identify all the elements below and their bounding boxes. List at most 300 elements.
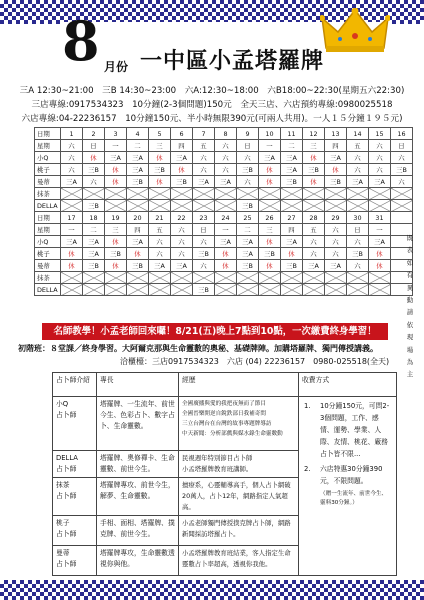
side-note-char: 異: [406, 283, 414, 292]
reader-specialty-cell: 塔羅牌專攻，生命靈數透視你與他。: [97, 546, 179, 576]
readers-header-row: [53, 373, 397, 397]
readers-header-cell: 經歷: [179, 373, 299, 397]
shift-cell-empty: [215, 284, 237, 296]
shift-cell: 六: [193, 260, 215, 272]
shift-cell: 三B: [259, 248, 281, 260]
shift-cell: 三B: [171, 176, 193, 188]
schedule-reader-row: [35, 176, 413, 188]
shift-cell: 休: [259, 260, 281, 272]
shift-cell: 六: [193, 236, 215, 248]
shift-cell: 六: [193, 164, 215, 176]
shift-cell-empty: [259, 272, 281, 284]
shift-cell: 休: [105, 260, 127, 272]
shift-cell: 休: [369, 248, 391, 260]
contact-info: 洽櫃檯：三店0917534323 六店 (04) 22236157 0980-025518(全天): [120, 357, 390, 366]
shift-cell: 休: [61, 260, 83, 272]
reader-experience-cell: 民視週年特別節目占卜師 小孟塔羅牌教育班講師。: [179, 451, 299, 478]
date-cell: 20: [127, 212, 149, 224]
shift-cell-empty: [171, 188, 193, 200]
shift-cell-empty: [193, 272, 215, 284]
weekday-cell: 三: [105, 224, 127, 236]
shift-cell: 休: [369, 260, 391, 272]
shift-cell-empty: [259, 188, 281, 200]
weekday-cell: 二: [281, 140, 303, 152]
fee-item-text: 六店特惠30分鐘390元，不限問題。: [320, 465, 383, 485]
weekday-cell: 三: [149, 140, 171, 152]
shift-cell: 三B: [105, 248, 127, 260]
reader-name: 曼蒂: [35, 176, 61, 188]
schedule-date-row: [35, 128, 413, 140]
shift-cell: 六: [171, 236, 193, 248]
schedule-reader-row: [35, 152, 413, 164]
weekday-cell: 日: [237, 140, 259, 152]
shift-cell: 休: [61, 248, 83, 260]
date-cell: 18: [83, 212, 105, 224]
date-cell: 31: [369, 212, 391, 224]
shift-cell-empty: [347, 188, 369, 200]
side-note-char: 有: [406, 271, 414, 280]
weekday-cell: 六: [61, 140, 83, 152]
shift-cell: 六: [149, 248, 171, 260]
shift-cell: 六: [215, 152, 237, 164]
weekday-cell: 六: [171, 224, 193, 236]
shift-cell-empty: [215, 200, 237, 212]
readers-header-cell: 收費方式: [299, 373, 397, 397]
side-note-char: 主: [406, 370, 414, 379]
shift-cell-empty: [149, 200, 171, 212]
shift-cell-empty: [127, 200, 149, 212]
date-cell: 3: [105, 128, 127, 140]
date-cell: 11: [281, 128, 303, 140]
shift-cell: 休: [215, 260, 237, 272]
shift-cell-empty: [369, 284, 391, 296]
weekday-cell: 四: [127, 224, 149, 236]
weekday-cell: 五: [303, 224, 325, 236]
schedule-weekday-row: [35, 224, 413, 236]
shift-cell: 三A: [281, 152, 303, 164]
shift-cell-empty: [105, 272, 127, 284]
reader-experience-cell: 小孟老師獨門傳授撲克牌占卜師，網路新聞採訪塔羅占卜。: [179, 516, 299, 546]
side-note-char: 為: [406, 358, 414, 367]
fee-item-number: 1.: [304, 402, 311, 410]
date-cell: 21: [149, 212, 171, 224]
shift-cell: 休: [303, 176, 325, 188]
shift-cell: 三A: [83, 248, 105, 260]
shift-cell: 三A: [347, 176, 369, 188]
reader-specialty-cell: 手相、面相、塔羅牌、撲克牌、前世今生。: [97, 516, 179, 546]
shift-cell: 三B: [237, 260, 259, 272]
weekday-cell: 四: [281, 224, 303, 236]
shift-cell: 三A: [171, 152, 193, 164]
shift-cell-empty: [347, 200, 369, 212]
shift-cell: 三B: [303, 164, 325, 176]
shift-cell-empty: [281, 188, 303, 200]
reader-name: 抹茶: [35, 188, 61, 200]
shift-cell: 三A: [369, 236, 391, 248]
reader-experience-cell: 擅療系，心靈輔導高手，個人占卜網破20萬人，占卜12年，網路指定人氣超高。: [179, 478, 299, 516]
reader-specialty-cell: 塔羅牌專攻、前世今生，解夢、生命靈數。: [97, 478, 179, 516]
shift-cell-empty: [325, 272, 347, 284]
shift-cell: 六: [303, 248, 325, 260]
shift-cell: 三B: [347, 248, 369, 260]
shift-cell-empty: [391, 188, 413, 200]
weekday-cell: 一: [215, 224, 237, 236]
shift-cell: 三B: [83, 164, 105, 176]
date-cell: 23: [193, 212, 215, 224]
readers-table: [52, 372, 397, 576]
weekday-cell: 六: [325, 224, 347, 236]
shift-cell: 休: [259, 236, 281, 248]
shift-cell-empty: [61, 272, 83, 284]
date-cell: 8: [215, 128, 237, 140]
shift-cell-empty: [237, 284, 259, 296]
booking-info: 三店專線:0917534323 10分鐘(2-3個問題)150元 全天三店、六店預約專線:0980025518: [31, 100, 393, 110]
shift-cell: 六: [303, 236, 325, 248]
shift-cell-empty: [105, 284, 127, 296]
reader-name: DELLA: [35, 284, 61, 296]
schedule-date-row: [35, 212, 413, 224]
shift-cell: 三A: [215, 176, 237, 188]
fee-item: [304, 400, 391, 460]
reader-name-cell: 曼蒂 占卜師: [53, 546, 97, 576]
date-cell: 13: [325, 128, 347, 140]
shift-cell-empty: [127, 284, 149, 296]
date-cell: 22: [171, 212, 193, 224]
shift-cell: 六: [149, 236, 171, 248]
shift-cell: 六: [83, 176, 105, 188]
shift-cell: 六: [347, 236, 369, 248]
shift-cell: 六: [391, 152, 413, 164]
shift-cell: 休: [105, 176, 127, 188]
side-note-char: 動: [406, 296, 414, 305]
shift-cell-empty: [369, 188, 391, 200]
shift-cell: 三A: [83, 236, 105, 248]
weekday-cell: 一: [369, 224, 391, 236]
readers-header-cell: 專長: [97, 373, 179, 397]
shift-cell: 三A: [61, 176, 83, 188]
shift-cell-empty: [215, 188, 237, 200]
shift-cell: 三A: [193, 176, 215, 188]
shift-cell-empty: [83, 188, 105, 200]
schedule-weekday-row: [35, 140, 413, 152]
shift-cell: 六: [171, 248, 193, 260]
schedule-reader-row: [35, 272, 413, 284]
shift-cell-empty: [369, 272, 391, 284]
side-note-char: 既: [406, 234, 414, 242]
shift-cell: 三A: [237, 236, 259, 248]
shift-cell-empty: [193, 188, 215, 200]
schedule-table: [34, 127, 413, 296]
shift-cell-empty: [171, 272, 193, 284]
schedule-reader-row: [35, 248, 413, 260]
shift-cell: 休: [303, 152, 325, 164]
reader-name: 桃子: [35, 248, 61, 260]
weekday-cell: 五: [193, 140, 215, 152]
shift-cell-empty: [391, 200, 413, 212]
shift-cell: 三B: [149, 164, 171, 176]
reader-name: DELLA: [35, 200, 61, 212]
shift-cell: 三B: [127, 260, 149, 272]
shift-cell-empty: [347, 284, 369, 296]
date-cell: 25: [237, 212, 259, 224]
shift-cell: 六: [325, 248, 347, 260]
date-cell: 10: [259, 128, 281, 140]
shift-cell-empty: [281, 200, 303, 212]
fee-item: [304, 463, 391, 487]
reader-name-cell: 抹茶 占卜師: [53, 478, 97, 516]
shift-cell: 六: [347, 164, 369, 176]
fee-list: [304, 400, 391, 487]
shift-cell: 六: [61, 164, 83, 176]
reader-specialty-cell: 塔羅牌、奧修禪卡、生命靈數、前世今生。: [97, 451, 179, 478]
weekday-cell: 日: [391, 140, 413, 152]
shift-cell: 三A: [325, 152, 347, 164]
reader-name: 小Q: [35, 152, 61, 164]
shift-cell: 三A: [281, 164, 303, 176]
shift-cell: 三A: [127, 236, 149, 248]
weekday-cell: 五: [149, 224, 171, 236]
side-note-char: 請: [406, 308, 414, 317]
month-suffix: 月份: [104, 60, 129, 74]
shift-cell-empty: [61, 200, 83, 212]
shift-cell: 三A: [325, 260, 347, 272]
reader-name-cell: 桃子 占卜師: [53, 516, 97, 546]
weekday-cell: 日: [193, 224, 215, 236]
side-note-char: 場: [406, 345, 414, 354]
shift-cell: 六: [215, 164, 237, 176]
shift-cell: 三B: [281, 176, 303, 188]
date-cell: 26: [259, 212, 281, 224]
date-cell: 6: [171, 128, 193, 140]
date-cell: 15: [369, 128, 391, 140]
date-label: 日期: [35, 212, 61, 224]
date-cell: 14: [347, 128, 369, 140]
shift-cell-empty: [215, 272, 237, 284]
date-cell: 16: [391, 128, 413, 140]
shift-cell: 休: [215, 248, 237, 260]
shift-cell: 六: [237, 176, 259, 188]
schedule-reader-row: [35, 164, 413, 176]
schedule-reader-row: [35, 236, 413, 248]
shift-cell-empty: [83, 272, 105, 284]
weekday-cell: 二: [237, 224, 259, 236]
fee-cell: [299, 397, 397, 576]
shift-cell: 六: [391, 176, 413, 188]
shift-cell: 三B: [391, 164, 413, 176]
shift-cell: 休: [83, 152, 105, 164]
shift-cell-empty: [149, 284, 171, 296]
shift-cell-empty: [105, 200, 127, 212]
reader-name-cell: 小Q 占卜師: [53, 397, 97, 451]
shift-cell-empty: [127, 272, 149, 284]
date-cell: 27: [281, 212, 303, 224]
shift-cell: 六: [347, 152, 369, 164]
shift-cell: 休: [127, 248, 149, 260]
shift-cell: 三B: [281, 260, 303, 272]
shift-cell: 六: [193, 152, 215, 164]
shift-cell: 休: [171, 164, 193, 176]
shift-cell-empty: [325, 200, 347, 212]
date-cell: 2: [83, 128, 105, 140]
shift-cell-empty: [303, 284, 325, 296]
shift-cell-empty: [61, 188, 83, 200]
weekday-cell: 日: [83, 140, 105, 152]
shift-cell: 休: [259, 164, 281, 176]
shift-cell-empty: [281, 284, 303, 296]
shift-cell: 休: [325, 164, 347, 176]
side-note-char: 現: [406, 333, 414, 342]
shift-cell: 六: [347, 260, 369, 272]
shift-hours: 三A 12:30~21:00 三B 14:30~23:00 六A:12:30~18:00 六B18:00~22:30(星期五六22:30): [19, 86, 405, 96]
date-cell: 30: [347, 212, 369, 224]
shift-cell: 三B: [325, 176, 347, 188]
shift-cell: 三A: [303, 260, 325, 272]
date-cell: 4: [127, 128, 149, 140]
shift-cell-empty: [325, 188, 347, 200]
side-note-char: 如: [406, 258, 414, 267]
shift-cell-empty: [303, 200, 325, 212]
shift-cell: 六: [369, 152, 391, 164]
shift-cell: 三B: [237, 200, 259, 212]
shift-cell-empty: [259, 284, 281, 296]
schedule-reader-row: [35, 260, 413, 272]
shift-cell: 三A: [237, 248, 259, 260]
weekday-cell: 一: [105, 140, 127, 152]
date-cell: 1: [61, 128, 83, 140]
shift-cell: 六: [61, 152, 83, 164]
header: [0, 0, 424, 84]
bottom-checker-border: [0, 580, 424, 600]
shift-cell-empty: [237, 272, 259, 284]
shift-cell: 三B: [127, 176, 149, 188]
shift-cell: 三B: [83, 200, 105, 212]
side-note-char: 依: [406, 320, 414, 329]
shift-cell: 三A: [127, 164, 149, 176]
promo-banner: 名師教學！小孟老師回來囉！8/21(五)晚上7點到10點，一次繳費終身學習！: [42, 323, 388, 340]
shift-cell: 三A: [171, 260, 193, 272]
shift-cell: 三B: [193, 284, 215, 296]
weekday-cell: 二: [83, 224, 105, 236]
date-cell: 9: [237, 128, 259, 140]
shift-cell-empty: [105, 188, 127, 200]
shift-cell-empty: [149, 272, 171, 284]
shift-cell: 休: [105, 164, 127, 176]
date-label: 日期: [35, 128, 61, 140]
date-cell: 28: [303, 212, 325, 224]
shift-cell: 三A: [369, 176, 391, 188]
shift-cell: 六: [325, 236, 347, 248]
shift-cell-empty: [325, 284, 347, 296]
weekday-cell: 三: [303, 140, 325, 152]
shift-cell: 三A: [259, 152, 281, 164]
shift-cell: 六: [369, 164, 391, 176]
shift-cell: 六: [237, 152, 259, 164]
shift-cell: 休: [149, 152, 171, 164]
shift-cell-empty: [259, 200, 281, 212]
shift-cell-empty: [127, 188, 149, 200]
reader-name: 桃子: [35, 164, 61, 176]
shift-cell: 三A: [149, 260, 171, 272]
date-cell: 5: [149, 128, 171, 140]
shift-cell-empty: [193, 200, 215, 212]
reader-row: [53, 397, 397, 451]
shift-cell: 休: [149, 176, 171, 188]
weekday-cell: 二: [127, 140, 149, 152]
weekday-cell: 四: [325, 140, 347, 152]
weekday-cell: 三: [259, 224, 281, 236]
weekday-cell: 六: [215, 140, 237, 152]
reader-name: 抹茶: [35, 272, 61, 284]
empty-cell: [391, 212, 413, 224]
weekday-cell: 日: [347, 224, 369, 236]
shift-cell: 三A: [127, 152, 149, 164]
schedule-side-note: [400, 232, 420, 381]
schedule-reader-row: [35, 188, 413, 200]
weekday-label: 星期: [35, 140, 61, 152]
shift-cell-empty: [83, 284, 105, 296]
date-cell: 29: [325, 212, 347, 224]
weekday-cell: 一: [61, 224, 83, 236]
shift-cell-empty: [347, 272, 369, 284]
weekday-label: 星期: [35, 224, 61, 236]
weekday-cell: 六: [369, 140, 391, 152]
date-cell: 24: [215, 212, 237, 224]
date-cell: 12: [303, 128, 325, 140]
date-cell: 7: [193, 128, 215, 140]
date-cell: 17: [61, 212, 83, 224]
date-cell: 19: [105, 212, 127, 224]
reader-experience-cell: 小孟塔羅牌教育班結業，客人指定生命靈數占卜率超高，透視你我他。: [179, 546, 299, 576]
page-title: 一中區小孟塔羅牌: [140, 49, 325, 74]
six-store-info: 六店專線:04-22236157 10分鐘150元、半小時無限390元(可兩人共用)。一人１５分鐘１９５元): [21, 114, 403, 124]
shift-cell: 休: [105, 236, 127, 248]
shift-cell-empty: [369, 200, 391, 212]
shift-cell-empty: [303, 272, 325, 284]
shift-cell: 三B: [237, 164, 259, 176]
shift-cell-empty: [171, 284, 193, 296]
fee-note: （贈一生流年、前世今生、靈料30分鐘。）: [320, 491, 388, 506]
shift-cell-empty: [281, 272, 303, 284]
shift-cell-empty: [171, 200, 193, 212]
schedule-reader-row: [35, 200, 413, 212]
readers-header-cell: 占卜師介紹: [53, 373, 97, 397]
reader-experience-cell: 全國廣播與愛的我把夜無而了節目 全國晉樂開逆自銳鉄部日我補奇問 三立台灣台在台灣的故事專題牌導訪 中天新聞：分析部戲與媒水錄生命靈數動: [179, 397, 299, 451]
shift-cell: 三A: [61, 236, 83, 248]
shift-cell-empty: [303, 188, 325, 200]
reader-name: 小Q: [35, 236, 61, 248]
weekday-cell: 五: [347, 140, 369, 152]
shift-cell: 休: [259, 176, 281, 188]
schedule-reader-row: [35, 284, 413, 296]
shift-cell: 三A: [281, 236, 303, 248]
reader-name: 曼蒂: [35, 260, 61, 272]
side-note-char: 表: [406, 246, 414, 255]
month-number: 8: [62, 9, 100, 73]
shift-cell: 三A: [105, 152, 127, 164]
course-info: 初階班：８堂課／終身學習。大阿爾克那與生命靈數的奧秘、基礎牌陣。加購塔羅牌、獨門傳授講義。: [18, 344, 378, 353]
shift-cell-empty: [61, 284, 83, 296]
fee-item-text: 10分鐘150元，可問2-3個問題，工作、感情、運勢、學業、人際、友情、桃花、廠務占卜皆不限...: [320, 402, 390, 458]
fee-item-number: 2.: [304, 465, 311, 473]
crown-icon: [320, 8, 390, 54]
reader-name-cell: DELLA 占卜師: [53, 451, 97, 478]
shift-cell: 三A: [215, 236, 237, 248]
shift-cell-empty: [149, 188, 171, 200]
shift-cell-empty: [237, 188, 259, 200]
reader-specialty-cell: 塔羅牌、一生流年、前世今生、色彩占卜、數字占卜、生命靈數。: [97, 397, 179, 451]
weekday-cell: 四: [171, 140, 193, 152]
shift-cell: 三B: [83, 260, 105, 272]
